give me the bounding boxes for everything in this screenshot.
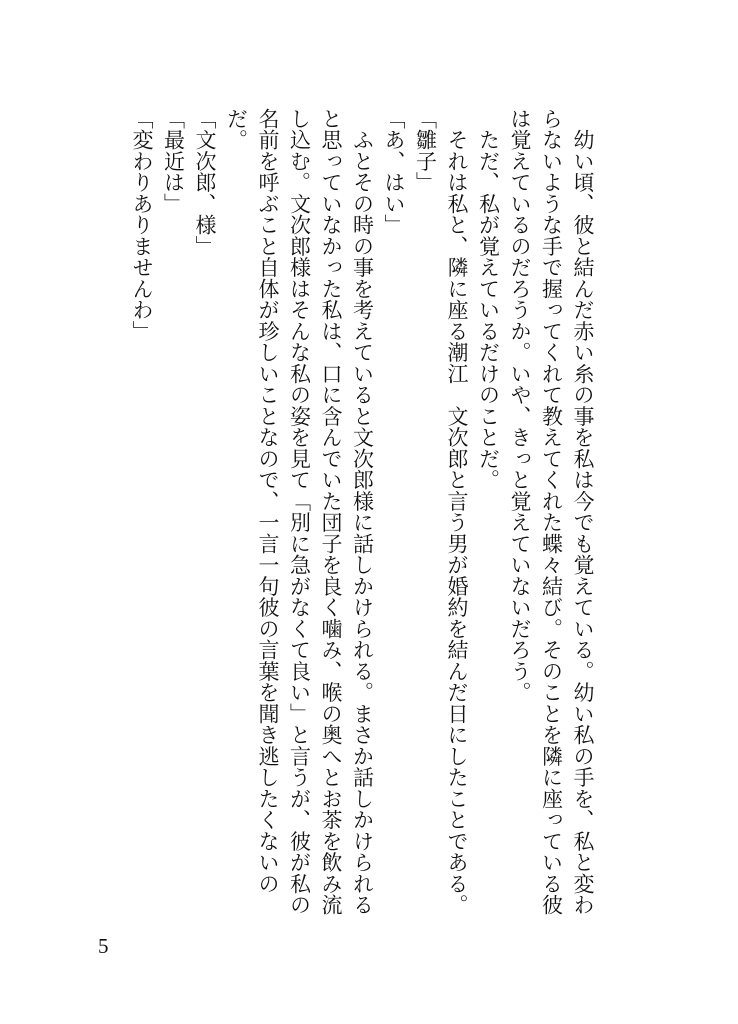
dialogue-line-4: 「最近は」	[161, 108, 186, 215]
paragraph-3: それは私と、隣に座る潮江 文次郎と言う男が婚約を結んだ日にしたことである。	[445, 108, 469, 916]
vertical-text-block	[130, 108, 598, 918]
paragraph-2: ただ、私が覚えているだけのことだ。	[476, 108, 501, 491]
paragraph-1: 幼い頃、彼と結んだ赤い糸の事を私は今でも覚えている。幼い私の手を、私と変わらないような手で握ってくれて教えてくれた蝶々結び。そのことを隣に座っている彼は覚えているのだろうか。いや、きっと覚えていないだろう。	[508, 108, 595, 916]
dialogue-line-1: 「雛子」	[413, 108, 438, 193]
paragraph-4: ふとその時の事を考えていると文次郎様に話しかけられる。まさか話しかけられると思っていなかった私は、口に含んでいた団子を良く噛み、喉の奥へとお茶を飲み流し込む。文次郎様はそんな私の姿を見て「別に急がなくて良い」と言うが、彼が私の名前を呼ぶこと自体が珍しいことなので、一言一句彼の言葉を聞き逃したくないのだ。	[224, 108, 375, 916]
dialogue-line-3: 「文次郎、様」	[193, 108, 217, 257]
page-number: 5	[98, 934, 109, 958]
dialogue-line-5: 「変わりありませんわ」	[130, 108, 154, 342]
dialogue-line-2: 「あ、はい」	[382, 108, 406, 236]
